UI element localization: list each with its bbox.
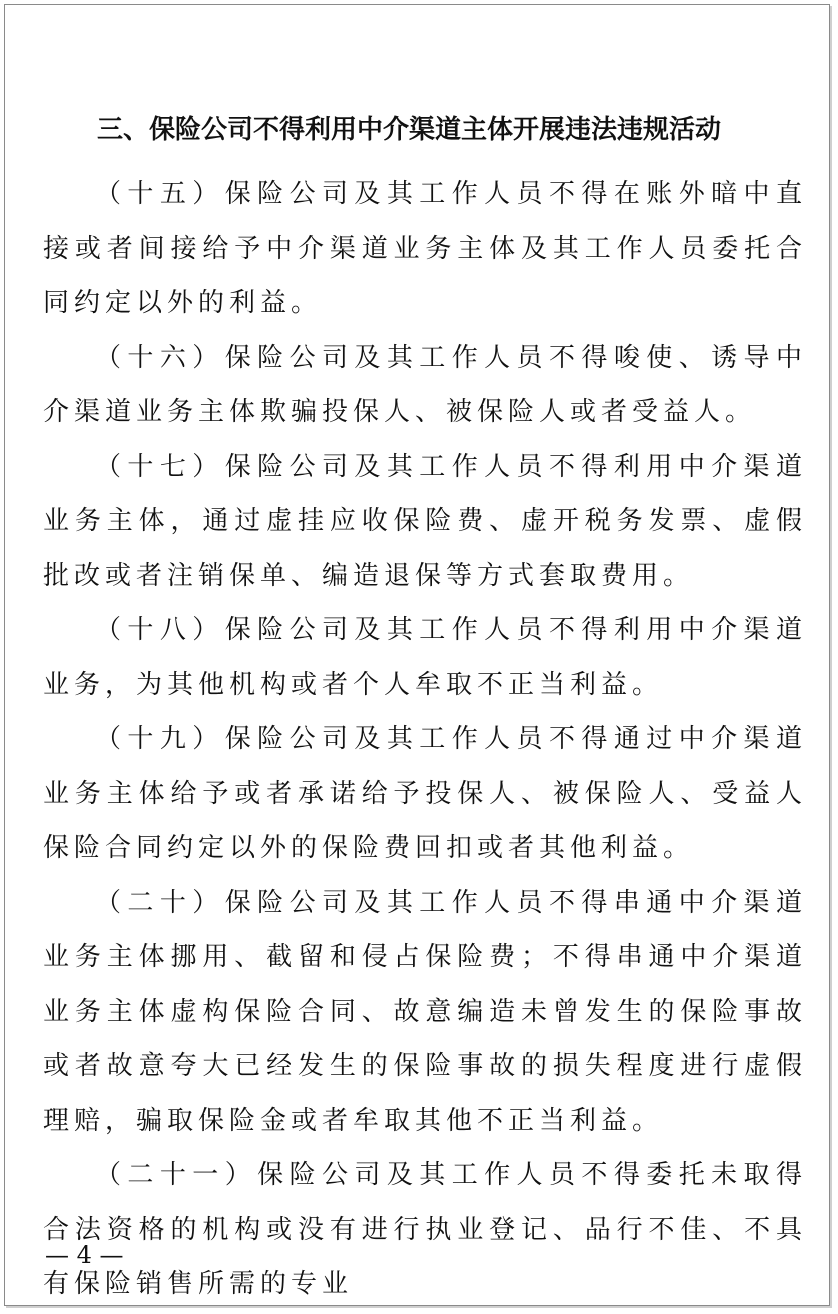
- document-page: [4, 4, 830, 1306]
- paragraph-20: （二十）保险公司及其工作人员不得串通中介渠道业务主体挪用、截留和侵占保险费；不得串通中介渠道业务主体虚构保险合同、故意编造未曾发生的保险事故或者故意夸大已经发生的保险事故的损失程度进行虚假理赔，骗取保险金或者牟取其他不正当利益。: [43, 887, 807, 1136]
- paragraph-16: （十六）保险公司及其工作人员不得唆使、诱导中介渠道业务主体欺骗投保人、被保险人或者受益人。: [43, 342, 807, 427]
- paragraph-21: （二十一）保险公司及其工作人员不得委托未取得合法资格的机构或没有进行执业登记、品行不佳、不具有保险销售所需的专业: [43, 1160, 807, 1299]
- paragraph-17: （十七）保险公司及其工作人员不得利用中介渠道业务主体，通过虚挂应收保险费、虚开税务发票、虚假批改或者注销保单、编造退保等方式套取费用。: [43, 451, 807, 591]
- paragraph-18: （十八）保险公司及其工作人员不得利用中介渠道业务，为其他机构或者个人牟取不正当利益。: [43, 615, 807, 700]
- document-body: [43, 167, 807, 1312]
- paragraph-15: （十五）保险公司及其工作人员不得在账外暗中直接或者间接给予中介渠道业务主体及其工作人员委托合同约定以外的利益。: [43, 179, 807, 318]
- paragraph-19: （十九）保险公司及其工作人员不得通过中介渠道业务主体给予或者承诺给予投保人、被保险人、受益人保险合同约定以外的保险费回扣或者其他利益。: [43, 724, 807, 863]
- section-heading: 三、保险公司不得利用中介渠道主体开展违法违规活动: [97, 115, 722, 145]
- page-number: — 4 —: [45, 1241, 124, 1269]
